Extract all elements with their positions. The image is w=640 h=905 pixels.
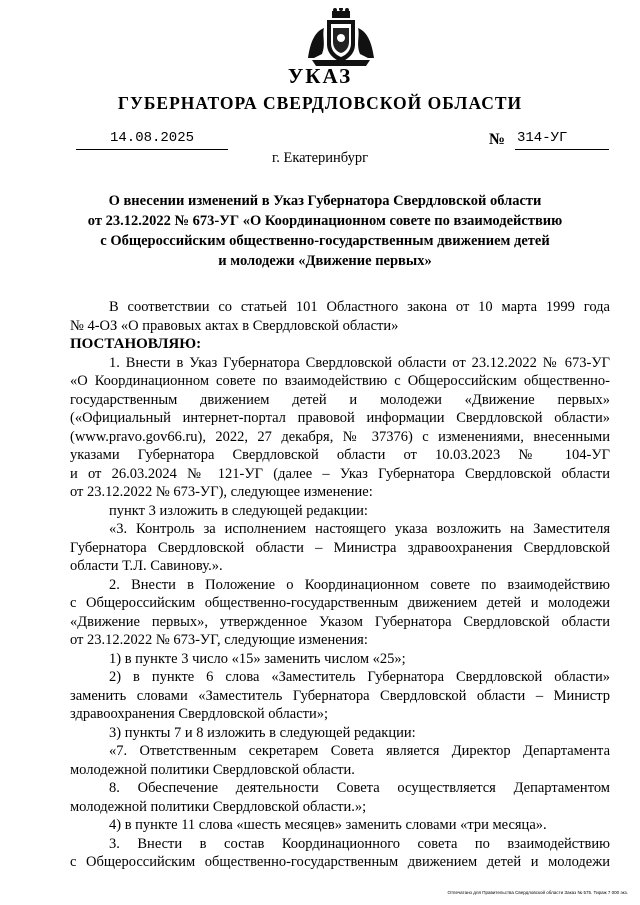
decree-number: 314-УГ xyxy=(517,130,568,146)
body-line: 2) в пункте 6 слова «Заместитель Губернатора Свердловской области» xyxy=(109,669,610,685)
body-line: и от 26.03.2024 № 121-УГ (далее – Указ Губернатора Свердловской области xyxy=(70,465,610,482)
resolution-heading: ПОСТАНОВЛЯЮ: xyxy=(70,336,202,352)
body-line: «О Координационном совете по взаимодействию с Общероссийским общественно- xyxy=(70,373,610,389)
subject-line: с Общероссийским общественно-государственным движением детей xyxy=(100,233,550,249)
decree-subject xyxy=(60,191,590,271)
decree-body xyxy=(70,298,610,872)
body-line: государственным движением детей и молодежи «Движение первых» xyxy=(70,391,610,408)
subject-line: от 23.12.2022 № 673-УГ «О Координационном совете по взаимодействию xyxy=(87,213,563,229)
body-line: с Общероссийским общественно-государственным движением детей и молодежи xyxy=(70,595,610,611)
body-line: В соответствии со статьей 101 Областного закона от 10 марта 1999 года xyxy=(109,299,610,315)
decree-date: 14.08.2025 xyxy=(109,130,194,146)
body-line: заменить словами «Заместитель Губернатора Свердловской области – Министр xyxy=(70,687,610,704)
body-line: «7. Ответственным секретарем Совета является Директор Департамента xyxy=(109,743,610,759)
body-line: указами Губернатора Свердловской области от 10.03.2023 № 104-УГ xyxy=(70,447,610,463)
body-line: 2. Внести в Положение о Координационном совете по взаимодействию xyxy=(109,576,610,593)
body-line: пункт 3 изложить в следующей редакции: xyxy=(109,502,368,519)
subject-line: и молодежи «Движение первых» xyxy=(218,253,432,269)
body-line: (www.pravo.gov66.ru), 2022, 27 декабря, № 37376) с изменениями, внесенными xyxy=(70,428,610,445)
body-line: с Общероссийским общественно-государственным движением детей и молодежи xyxy=(70,854,610,870)
body-line: 1) в пункте 3 число «15» заменить числом «25»; xyxy=(109,650,406,667)
body-line: «Движение первых», утвержденное Указом Губернатора Свердловской области xyxy=(70,613,610,630)
body-line: («Официальный интернет-портал правовой информации Свердловской области» xyxy=(70,410,610,426)
city: г. Екатеринбург xyxy=(271,150,369,166)
body-line: 4) в пункте 11 слова «шесть месяцев» заменить словами «три месяца». xyxy=(109,817,547,833)
body-line: молодежной политики Свердловской области.»; xyxy=(70,798,367,815)
body-line: 3. Внести в состав Координационного совета по взаимодействию xyxy=(109,835,610,852)
body-line: № 4-ОЗ «О правовых актах в Свердловской области» xyxy=(70,317,399,334)
body-line: от 23.12.2022 № 673-УГ, следующие изменения: xyxy=(70,632,368,648)
body-line: молодежной политики Свердловской области. xyxy=(70,761,355,778)
body-line: 1. Внести в Указ Губернатора Свердловской области от 23.12.2022 № 673-УГ xyxy=(109,354,610,371)
subject-line: О внесении изменений в Указ Губернатора Свердловской области xyxy=(108,193,542,209)
body-line: 8. Обеспечение деятельности Совета осуществляется Департаментом xyxy=(109,780,610,796)
sverdlovsk-coat-of-arms-icon xyxy=(300,8,382,68)
body-line: здравоохранения Свердловской области»; xyxy=(70,706,329,722)
print-note: Отпечатано для Правительства Свердловской области Заказ № 575. Тираж 7 000 экз. xyxy=(447,890,628,895)
number-sign: № xyxy=(489,131,506,148)
body-line: от 23.12.2022 № 673-УГ), следующее изменение: xyxy=(70,484,373,500)
document-type: УКАЗ xyxy=(287,64,353,88)
body-line: Губернатора Свердловской области – Министра здравоохранения Свердловской xyxy=(70,539,610,556)
issuer-title: ГУБЕРНАТОРА СВЕРДЛОВСКОЙ ОБЛАСТИ xyxy=(117,93,523,113)
body-line: «3. Контроль за исполнением настоящего указа возложить на Заместителя xyxy=(109,521,610,537)
body-line: 3) пункты 7 и 8 изложить в следующей редакции: xyxy=(109,724,416,741)
body-line: области Т.Л. Савинову.». xyxy=(70,558,223,574)
